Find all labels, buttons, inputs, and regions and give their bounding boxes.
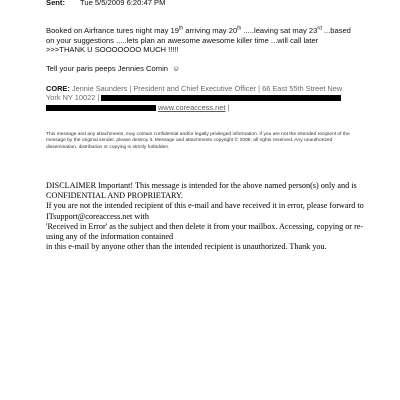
signature-separator: | — [225, 102, 230, 112]
disclaimer-line-5: 'Received in Error' as the subject and then delete it from your mailbox. Accessing, copying or re- — [46, 221, 364, 231]
disclaimer-line-7: in this e-mail by anyone other than the intended recipient is unauthorized. Thank you. — [46, 242, 327, 252]
disclaimer-block — [46, 181, 366, 252]
signature-block — [46, 84, 364, 112]
message-text: .....leaving sat may 23 — [241, 26, 318, 35]
message-line-2: on your suggestions .....lets plan an awesome awesome killer time ...will call later — [46, 35, 319, 45]
message-text: Booked on Airfrance tures night may 19 — [46, 26, 179, 35]
message-text: ...based — [321, 26, 351, 35]
redaction-bar — [46, 105, 156, 111]
confidentiality-notice: This message and any attachments, may contain confidential and/or legally privileged information. If you are not the intended recipient of the message by the original sender, please destroy it. Message and attachments copyright © 2008, all rights reserved. Any unauthorized dissemination, distribution or copying is strictly forbidden. — [46, 132, 350, 150]
message-line-4: Tell your paris peeps Jennies Comin — [46, 64, 168, 73]
smiley-icon: ☺ — [172, 64, 180, 73]
signature-org: CORE: — [46, 84, 70, 93]
disclaimer-line-2: CONFIDENTIAL AND PROPRIETARY. — [46, 191, 183, 201]
ordinal-suffix: th — [237, 25, 242, 32]
redaction-bar — [101, 95, 341, 101]
message-body — [46, 26, 366, 55]
signature-line-2: York NY 10022 | — [46, 93, 102, 103]
disclaimer-line-6: using any of the information contained — [46, 232, 174, 242]
message-closing — [46, 64, 366, 74]
disclaimer-line-4: ITsupport@coreaccess.net with — [46, 211, 149, 221]
website-link[interactable]: www.coreaccess.net — [158, 102, 226, 112]
signature-line-1: Jennie Saunders | President and Chief Executive Officer | 66 East 55th Street New — [69, 84, 343, 93]
disclaimer-line-1: DISCLAIMER Important! This message is intended for the above named person(s) only and is — [46, 181, 357, 190]
message-text: arriving may 20 — [183, 26, 238, 35]
sent-value: Tue 5/5/2009 6:20:47 PM — [80, 0, 166, 7]
disclaimer-line-3: If you are not the intended recipient of this e-mail and have received it in error, please forward to — [46, 201, 364, 211]
sent-label: Sent: — [46, 0, 65, 7]
ordinal-suffix: rd — [317, 25, 322, 32]
ordinal-suffix: th — [178, 25, 184, 32]
message-line-1 — [46, 26, 366, 36]
sent-row — [46, 0, 165, 7]
message-line-3: >>>THANK U SOOOOOOO MUCH !!!!! — [46, 45, 179, 55]
